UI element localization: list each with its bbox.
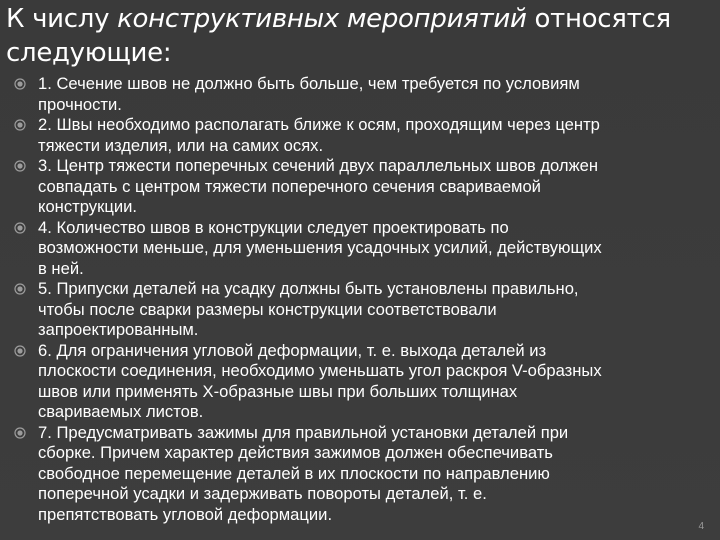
list-item-line: 1. Сечение швов не должно быть больше, чем требуется по условиям (38, 74, 580, 93)
list-item (10, 423, 720, 526)
circled-dot-bullet-icon (14, 119, 26, 131)
title-line-2: следующие: (6, 38, 172, 68)
list-item-line: запроектированным. (38, 320, 199, 339)
list-item-line: 3. Центр тяжести поперечных сечений двух параллельных швов должен (38, 156, 599, 175)
list-item-line: свариваемых листов. (38, 402, 204, 421)
list-item (10, 115, 720, 156)
page-number: 4 (698, 521, 704, 532)
list-item (10, 156, 720, 218)
list-item-line: 4. Количество швов в конструкции следует проектировать по (38, 217, 509, 237)
circled-dot-bullet-icon (14, 345, 26, 357)
list-item-line: свободное перемещение деталей в их плоскости по направлению (38, 463, 550, 483)
list-item-line: конструкции. (38, 197, 137, 216)
circled-dot-bullet-icon (14, 78, 26, 90)
list-item (10, 74, 720, 115)
title-part-3: относятся (526, 4, 671, 34)
slide-title (6, 2, 706, 70)
list-item-line: тяжести изделия, или на самих осях. (38, 135, 324, 155)
list-item-line: чтобы после сварки размеры конструкции соответствовали (38, 299, 497, 319)
list-item-line: поперечной усадки и задерживать повороты деталей, т. е. (38, 484, 487, 503)
list-item-line: прочности. (38, 94, 122, 114)
list-item (10, 218, 720, 280)
list-item (10, 341, 720, 423)
list-item-line: возможности меньше, для уменьшения усадочных усилий, действующих (38, 238, 602, 257)
list-item-line: 6. Для ограничения угловой деформации, т. е. выхода деталей из (38, 340, 547, 360)
list-item-line: 2. Швы необходимо располагать ближе к осям, проходящим через центр (38, 115, 600, 134)
circled-dot-bullet-icon (14, 222, 26, 234)
list-item-line: плоскости соединения, необходимо уменьшать угол раскроя V-образных (38, 361, 602, 380)
circled-dot-bullet-icon (14, 283, 26, 295)
circled-dot-bullet-icon (14, 160, 26, 172)
title-part-2: конструктивных мероприятий (117, 4, 527, 34)
list-item-line: в ней. (38, 258, 84, 278)
list-item (10, 279, 720, 341)
list-item-line: препятствовать угловой деформации. (38, 504, 333, 524)
bullet-list (10, 74, 720, 525)
circled-dot-bullet-icon (14, 427, 26, 439)
list-item-line: совпадать с центром тяжести поперечного сечения свариваемой (38, 176, 541, 196)
title-part-1: К числу (6, 4, 118, 34)
list-item-line: сборке. Причем характер действия зажимов должен обеспечивать (38, 443, 553, 462)
list-item-line: 7. Предусматривать зажимы для правильной установки деталей при (38, 422, 569, 442)
slide-content (10, 74, 720, 540)
list-item-line: 5. Припуски деталей на усадку должны быть установлены правильно, (38, 279, 579, 298)
list-item-line: швов или применять Х-образные швы при больших толщинах (38, 381, 518, 401)
